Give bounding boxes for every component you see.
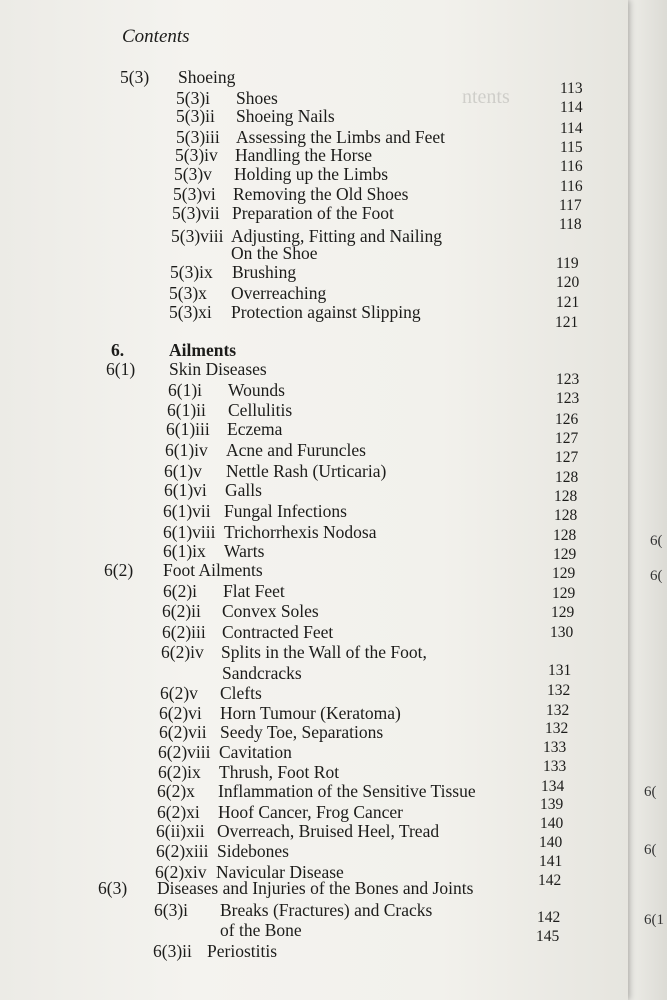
toc-entry-title: Trichorrhexis Nodosa: [224, 522, 377, 542]
page-number: 131: [548, 662, 572, 679]
page-number: 132: [546, 702, 570, 719]
toc-entry-title: Breaks (Fractures) and Cracks: [220, 900, 433, 920]
page-number: 114: [560, 99, 583, 116]
toc-entry-number: 6.: [111, 340, 125, 360]
toc-entry-title: Handling the Horse: [235, 145, 373, 165]
page-number: 130: [550, 624, 574, 641]
toc-entry-number: 6(1)i: [168, 380, 203, 400]
toc-entry-title: Splits in the Wall of the Foot,: [221, 642, 427, 662]
page-number: 145: [536, 928, 560, 945]
toc-entry-title: Diseases and Injuries of the Bones and Joints: [157, 878, 474, 898]
page-number: 114: [560, 120, 583, 137]
page-number: 113: [560, 80, 583, 97]
page-number: 117: [559, 197, 582, 214]
toc-entry-title: Preparation of the Foot: [232, 203, 394, 223]
facing-page-fragment: 6(: [644, 842, 657, 858]
toc-entry-title: Protection against Slipping: [231, 302, 421, 322]
toc-entry-number: 6(2)vi: [159, 703, 202, 723]
toc-entry-number: 6(1)ii: [167, 400, 206, 420]
toc-entry-number: 5(3)i: [176, 88, 211, 108]
toc-entry-number: 6(2)xi: [157, 802, 200, 822]
page-number: 121: [556, 294, 580, 311]
page-number: 133: [543, 739, 567, 756]
page-number: 115: [560, 139, 583, 156]
toc-entry-number: 5(3): [120, 67, 150, 87]
toc-entry-title: Periostitis: [207, 941, 278, 961]
toc-entry-number: 6(2)iv: [161, 642, 204, 662]
toc-entry-title: Assessing the Limbs and Feet: [236, 127, 446, 147]
facing-page-fragment: 6(: [650, 568, 663, 584]
toc-entry-title: Galls: [225, 480, 262, 500]
toc-entry-number: 6(2)vii: [159, 722, 207, 742]
facing-page-fragment: 6(: [650, 533, 663, 549]
toc-entry-title: Holding up the Limbs: [234, 164, 389, 184]
page-number: 129: [552, 565, 576, 582]
page-number: 129: [553, 546, 577, 563]
page-number: 141: [539, 853, 563, 870]
toc-entry-number: 5(3)xi: [169, 302, 212, 322]
toc-entry-number: 6(2)v: [160, 683, 198, 703]
toc-entry-title: Cavitation: [219, 742, 292, 762]
toc-entry-title: Foot Ailments: [163, 560, 263, 580]
page-number: 128: [553, 527, 577, 544]
toc-entry-title: Cellulitis: [228, 400, 293, 420]
page-number: 128: [554, 488, 578, 505]
page-number: 132: [545, 720, 569, 737]
toc-entry-title: Sidebones: [217, 841, 289, 861]
toc-entry-number: 6(2)x: [157, 781, 195, 801]
toc-entry-number: 5(3)x: [169, 283, 207, 303]
toc-entry-title: Warts: [224, 541, 265, 561]
toc-entry-title: Thrush, Foot Rot: [219, 762, 340, 782]
page-number: 123: [556, 371, 580, 388]
page-number: 116: [560, 178, 583, 195]
toc-entry-title: Sandcracks: [222, 663, 302, 683]
toc-entry-number: 6(ii)xii: [156, 821, 205, 841]
toc-entry-title: Shoeing: [178, 67, 236, 87]
toc-entry-title: Fungal Infections: [224, 501, 347, 521]
toc-entry-number: 6(3)ii: [153, 941, 192, 961]
toc-entry-title: Nettle Rash (Urticaria): [226, 461, 387, 481]
page-number: 128: [555, 469, 579, 486]
toc-entry-number: 5(3)iv: [175, 145, 218, 165]
toc-entry-number: 6(2)ii: [162, 601, 201, 621]
toc-entry-title: Inflammation of the Sensitive Tissue: [218, 781, 476, 801]
ghost-heading: ntents: [462, 86, 510, 108]
toc-entry-number: 5(3)ix: [170, 262, 213, 282]
toc-entry-number: 6(3): [98, 878, 128, 898]
toc-entry-number: 6(2)xiv: [155, 862, 207, 882]
toc-entry-number: 5(3)viii: [171, 226, 224, 246]
toc-entry-title: Adjusting, Fitting and Nailing: [231, 226, 442, 246]
facing-page-fragment: 6(: [644, 784, 657, 800]
toc-entry-number: 5(3)ii: [176, 106, 215, 126]
page-number: 140: [539, 834, 563, 851]
toc-entry-number: 5(3)vii: [172, 203, 220, 223]
toc-entry-number: 6(2): [104, 560, 134, 580]
toc-entry-title: Navicular Disease: [216, 862, 344, 882]
toc-entry-title: Shoeing Nails: [236, 106, 335, 126]
toc-entry-title: Eczema: [227, 419, 283, 439]
toc-entry-title: Shoes: [236, 88, 278, 108]
toc-entry-title: Seedy Toe, Separations: [220, 722, 384, 742]
toc-entry-number: 6(1)iii: [166, 419, 210, 439]
page-number: 128: [554, 507, 578, 524]
toc-entry-title: Removing the Old Shoes: [233, 184, 409, 204]
page-number: 140: [540, 815, 564, 832]
toc-entry-number: 6(2)viii: [158, 742, 211, 762]
page-number: 119: [556, 255, 579, 272]
toc-entry-number: 5(3)v: [174, 164, 212, 184]
page-number: 127: [555, 449, 579, 466]
toc-entry-title: Flat Feet: [223, 581, 285, 601]
toc-entry-title: Skin Diseases: [169, 359, 267, 379]
toc-entry-title: Overreach, Bruised Heel, Tread: [217, 821, 440, 841]
facing-page-fragment: 6(1: [644, 912, 664, 928]
toc-entry-title: Convex Soles: [222, 601, 319, 621]
toc-entry-number: 6(2)iii: [162, 622, 206, 642]
toc-entry-title: Wounds: [228, 380, 285, 400]
page-number: 134: [541, 778, 565, 795]
toc-entry-number: 6(1)vii: [163, 501, 211, 521]
toc-entry-number: 6(1)ix: [163, 541, 206, 561]
page-number: 142: [537, 909, 561, 926]
page-number: 142: [538, 872, 562, 889]
toc-entry-title: Clefts: [220, 683, 262, 703]
page-number: 116: [560, 158, 583, 175]
toc-entry-number: 6(3)i: [154, 900, 189, 920]
page-number: 126: [555, 411, 579, 428]
toc-entry-title: Horn Tumour (Keratoma): [220, 703, 401, 723]
toc-entry-number: 6(1)v: [164, 461, 202, 481]
page-title: Contents: [122, 26, 190, 47]
page-number: 121: [555, 314, 579, 331]
toc-entry-title: Contracted Feet: [222, 622, 334, 642]
page-number: 129: [552, 585, 576, 602]
page-number: 120: [556, 274, 580, 291]
page-number: 129: [551, 604, 575, 621]
toc-entry-title: of the Bone: [220, 920, 302, 940]
toc-entry-title: Ailments: [169, 340, 237, 360]
page-number: 127: [555, 430, 579, 447]
toc-entry-title: On the Shoe: [231, 243, 318, 263]
toc-entry-number: 6(1)iv: [165, 440, 208, 460]
toc-entry-number: 5(3)iii: [176, 127, 220, 147]
page-number: 133: [543, 758, 567, 775]
page-number: 118: [559, 216, 582, 233]
toc-entry-number: 6(1)vi: [164, 480, 207, 500]
toc-entry-title: Hoof Cancer, Frog Cancer: [218, 802, 403, 822]
toc-entry-title: Brushing: [232, 262, 297, 282]
page-number: 132: [547, 682, 571, 699]
toc-entry-number: 6(1): [106, 359, 136, 379]
toc-entry-number: 6(2)ix: [158, 762, 201, 782]
toc-entry-title: Overreaching: [231, 283, 327, 303]
toc-entry-number: 5(3)vi: [173, 184, 216, 204]
toc-entry-number: 6(2)xiii: [156, 841, 209, 861]
toc-entry-number: 6(1)viii: [163, 522, 216, 542]
page-number: 139: [540, 796, 564, 813]
toc-entry-number: 6(2)i: [163, 581, 198, 601]
toc-entry-title: Acne and Furuncles: [226, 440, 366, 460]
page-number: 123: [556, 390, 580, 407]
